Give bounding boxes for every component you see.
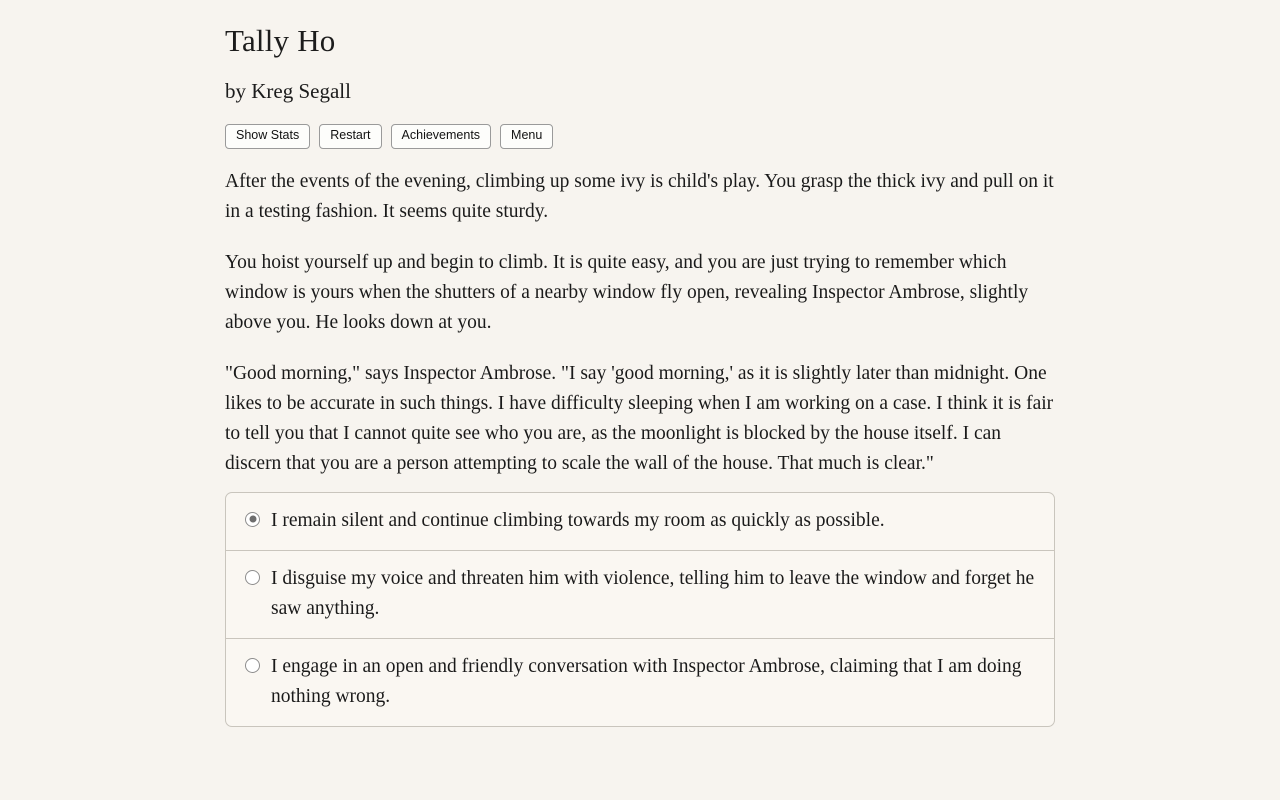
author-byline: by Kreg Segall (225, 78, 351, 103)
game-page (225, 0, 1055, 727)
achievements-button[interactable]: Achievements (391, 124, 492, 149)
page-title: Tally Ho (225, 23, 336, 58)
choice-label: I remain silent and continue climbing towards my room as quickly as possible. (271, 509, 885, 531)
choice-option[interactable] (226, 493, 1054, 551)
story-paragraph: After the events of the evening, climbing up some ivy is child's play. You grasp the thick ivy and pull on it in a testing fashion. It seems quite sturdy. (225, 170, 1054, 222)
choice-label: I engage in an open and friendly conversation with Inspector Ambrose, claiming that I am doing nothing wrong. (271, 655, 1022, 707)
restart-button[interactable]: Restart (319, 124, 381, 149)
choice-option[interactable] (226, 551, 1054, 639)
show-stats-button[interactable]: Show Stats (225, 124, 310, 149)
toolbar (225, 124, 1055, 149)
story-paragraph: "Good morning," says Inspector Ambrose. "I say 'good morning,' as it is slightly later than midnight. One likes to be accurate in such things. I have difficulty sleeping when I am working on a case. I think it is fair to tell you that I cannot quite see who you are, as the moonlight is blocked by the house itself. I can discern that you are a person attempting to scale the wall of the house. That much is clear." (225, 362, 1054, 474)
menu-button[interactable]: Menu (500, 124, 553, 149)
radio-icon[interactable] (245, 570, 260, 585)
choice-list (225, 492, 1055, 727)
choice-label: I disguise my voice and threaten him with violence, telling him to leave the window and forget he saw anything. (271, 567, 1035, 619)
radio-icon[interactable] (245, 512, 260, 527)
choice-option[interactable] (226, 639, 1054, 726)
radio-icon[interactable] (245, 658, 260, 673)
story-text (225, 167, 1055, 479)
story-paragraph: You hoist yourself up and begin to climb. It is quite easy, and you are just trying to remember which window is yours when the shutters of a nearby window fly open, revealing Inspector Ambrose, slightly above you. He looks down at you. (225, 251, 1029, 333)
